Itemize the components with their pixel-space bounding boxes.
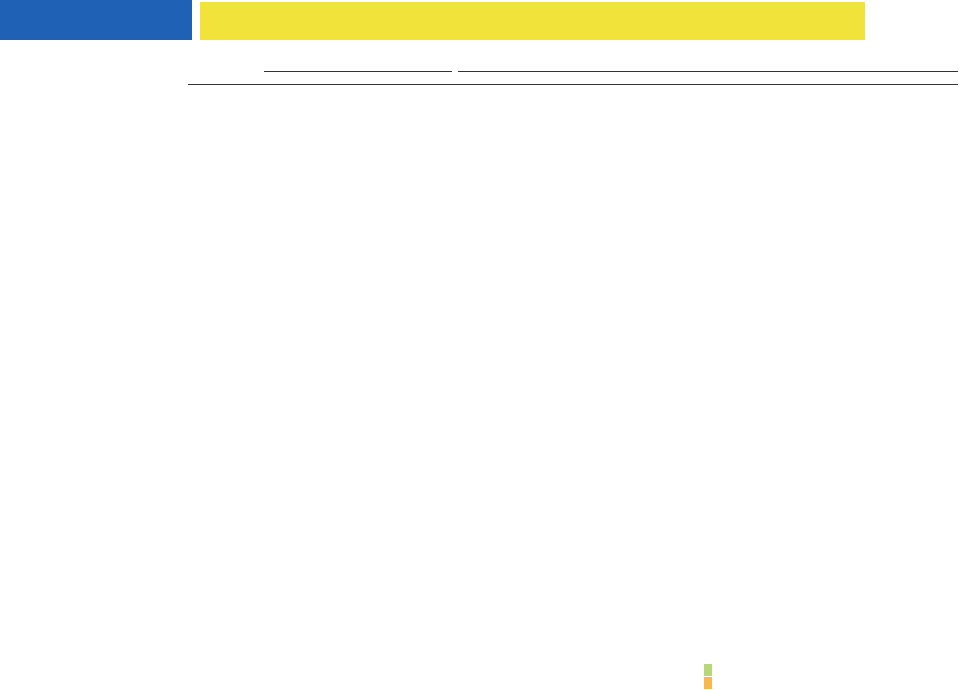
fcg-logo	[876, 4, 956, 40]
header	[0, 0, 960, 44]
page-title	[0, 0, 192, 40]
intro-note	[200, 2, 865, 40]
legend-fast	[704, 677, 712, 689]
legend-slow	[704, 664, 712, 676]
